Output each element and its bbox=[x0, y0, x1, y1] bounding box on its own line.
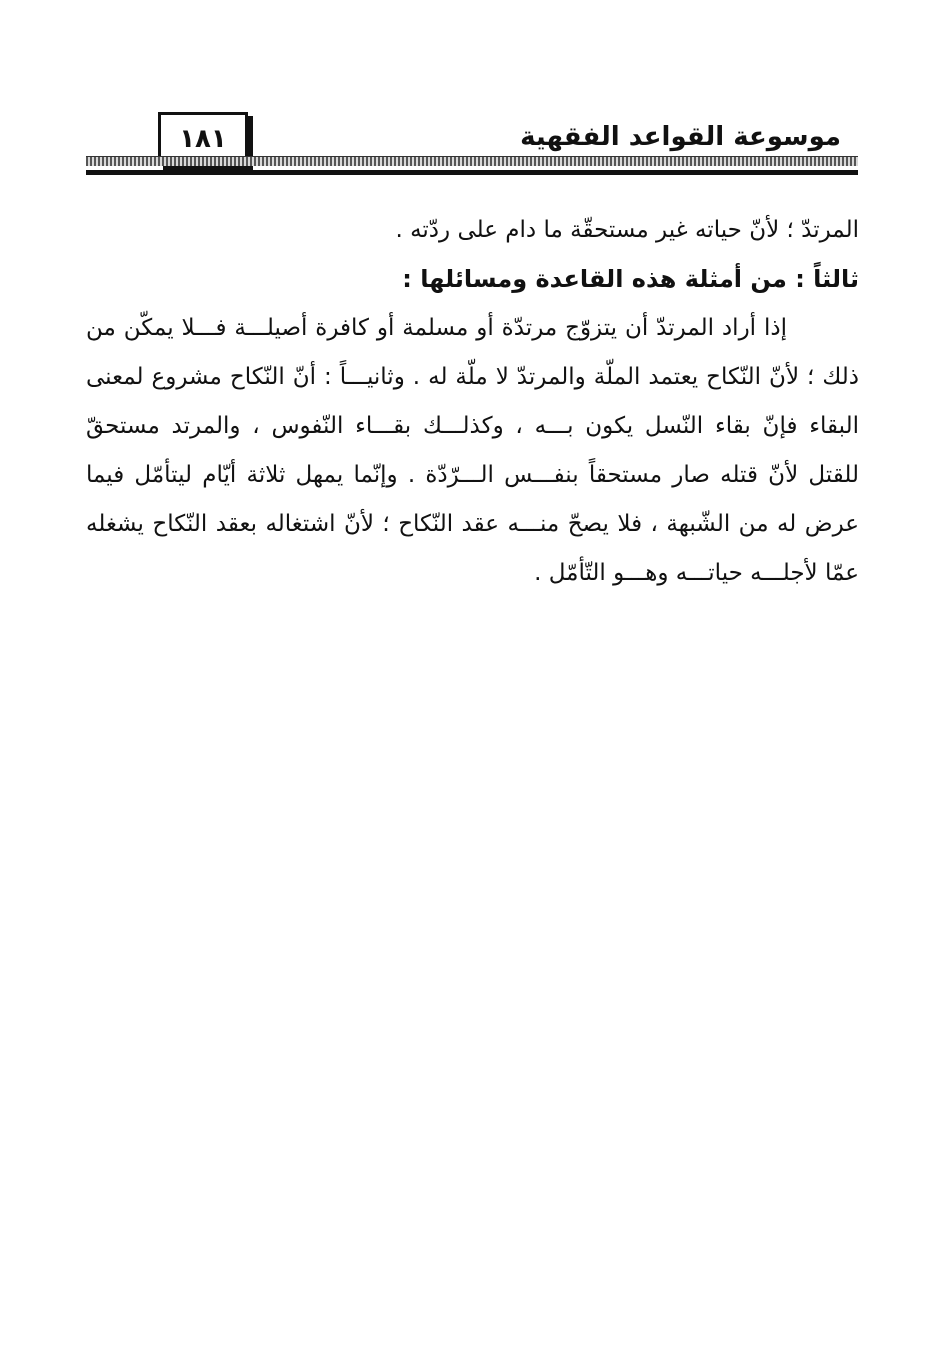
header-rule-pattern bbox=[86, 156, 858, 166]
header-rule-solid bbox=[86, 170, 858, 175]
page-header bbox=[86, 108, 861, 180]
page-body bbox=[86, 206, 859, 598]
running-title: موسوعة القواعد الفقهية bbox=[520, 122, 841, 152]
section-heading: ثالثاً : من أمثلة هذه القاعدة ومسائلها : bbox=[402, 265, 859, 293]
body-paragraph: إذا أراد المرتدّ أن يتزوّج مرتدّة أو مسلمة أو كافرة أصيلـــة فـــلا يمكّن من ذلك ؛ لأنّ النّكاح يعتمد الملّة والمرتدّ لا ملّة له . وثانيـــاً : أنّ النّكاح مشروع لمعنى البقاء فإنّ بقاء النّسل يكون بـــه ، وكذلـــك بقـــاء النّفوس ، والمرتد مستحقّ للقتل لأنّ قتله صار مستحقاً بنفـــس الـــرّدّة . وإنّما يمهل ثلاثة أيّام ليتأمّل فيما عرض له من الشّبهة ، فلا يصحّ منـــه عقد النّكاح ؛ لأنّ اشتغاله بعقد النّكاح يشغله عمّا لأجلـــه حياتـــه وهـــو التّأمّل . bbox=[86, 315, 859, 586]
page-number: ١٨١ bbox=[179, 124, 227, 154]
intro-line: المرتدّ ؛ لأنّ حياته غير مستحقّة ما دام على ردّته . bbox=[395, 217, 859, 243]
